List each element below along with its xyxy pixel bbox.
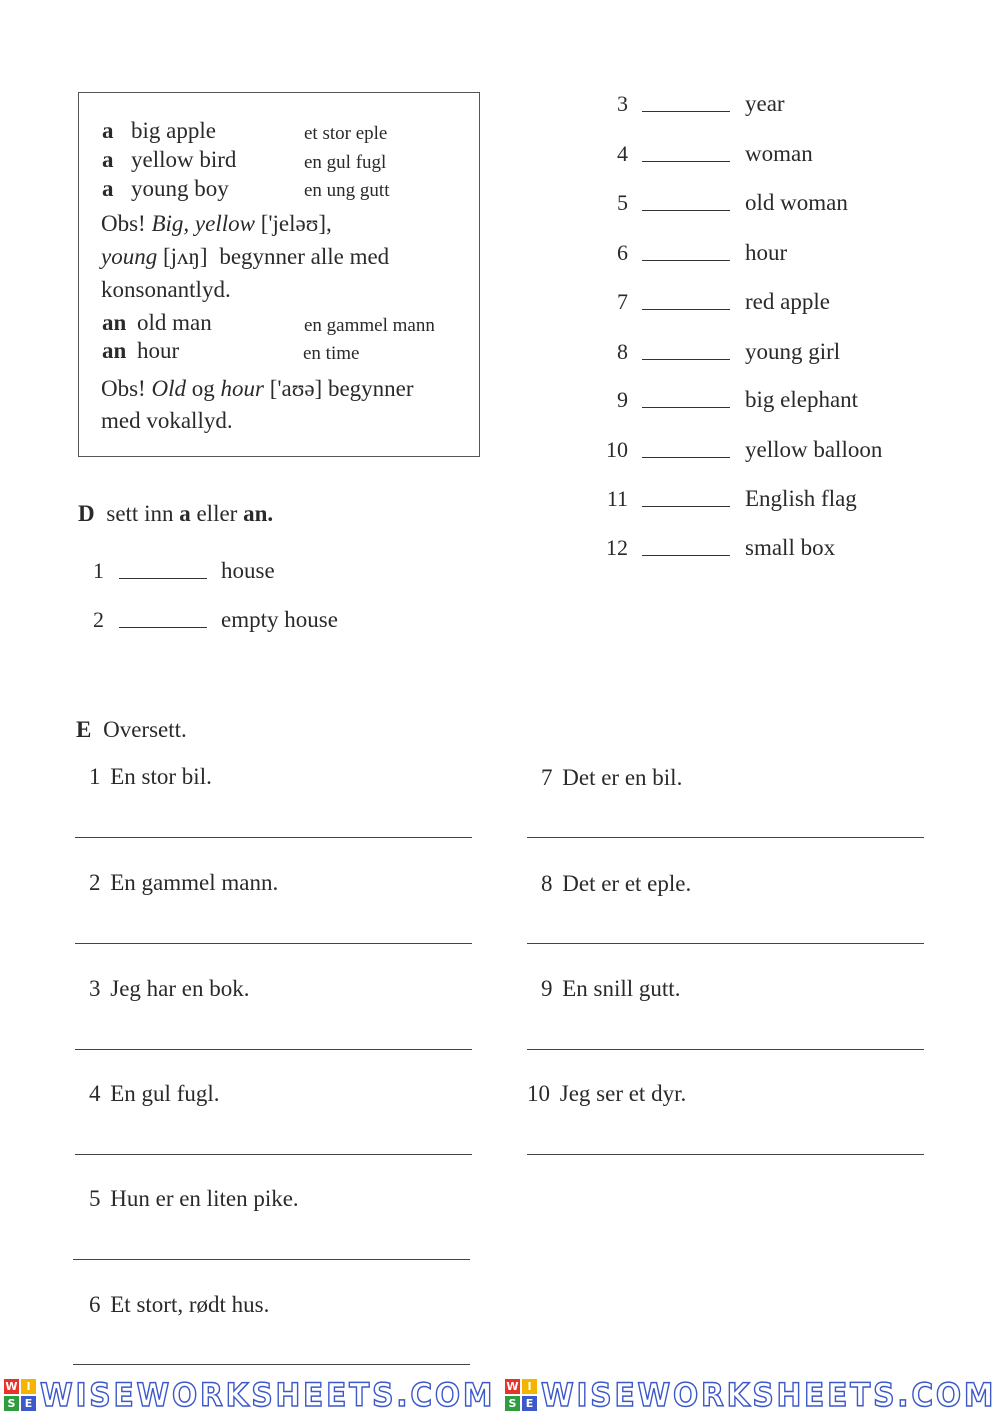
item-word: hour [745, 240, 788, 265]
answer-blank[interactable] [642, 210, 730, 211]
grammar-box [78, 92, 480, 457]
phrase: yellow bird [131, 147, 237, 172]
answer-line[interactable] [75, 1049, 472, 1050]
item-word: empty house [221, 607, 338, 632]
sentence-text: Jeg har en bok. [110, 976, 250, 1001]
item-number: 12 [606, 535, 628, 560]
answer-line[interactable] [73, 1259, 470, 1260]
phrase: old man [137, 310, 212, 335]
answer-blank[interactable] [642, 506, 730, 507]
answer-line[interactable] [75, 943, 472, 944]
item-word: English flag [745, 486, 857, 511]
exercise-letter: D [78, 501, 95, 526]
sentence-text: En stor bil. [110, 764, 212, 789]
sentence-text: En gammel mann. [110, 870, 279, 895]
item-number: 9 [541, 976, 553, 1001]
item-number: 3 [89, 976, 101, 1001]
italic-word: Old [151, 376, 186, 401]
item-number: 6 [89, 1292, 101, 1317]
item-number: 5 [617, 190, 628, 215]
logo-letter: W [5, 1380, 18, 1393]
instruction-text: eller [196, 501, 238, 526]
phrase: young boy [131, 176, 229, 201]
phrase: hour [137, 338, 180, 363]
answer-line[interactable] [527, 837, 924, 838]
logo-letter: S [505, 1396, 520, 1411]
article-an: an [102, 338, 127, 363]
logo-letter: I [21, 1379, 36, 1394]
item-word: young girl [745, 339, 841, 364]
italic-word: young [101, 244, 158, 269]
translation: en ung gutt [304, 180, 390, 201]
answer-blank[interactable] [642, 407, 730, 408]
answer-blank[interactable] [119, 627, 207, 628]
sentence-item [89, 1292, 269, 1318]
answer-line[interactable] [527, 943, 924, 944]
item-word: house [221, 558, 275, 583]
instruction-bold: an. [243, 501, 274, 526]
sentence-text: En gul fugl. [110, 1081, 220, 1106]
sentence-text: En snill gutt. [562, 976, 681, 1001]
item-number: 3 [617, 91, 628, 116]
answer-blank[interactable] [642, 457, 730, 458]
article-an: an [102, 310, 127, 335]
item-word: yellow balloon [745, 437, 883, 462]
exercise-d-heading [78, 501, 273, 527]
note-text: begynner [327, 376, 414, 401]
sentence-item [89, 870, 278, 896]
item-word: small box [745, 535, 836, 560]
obs-note-consonant-line2 [101, 244, 389, 270]
item-number: 8 [541, 871, 553, 896]
answer-blank[interactable] [119, 578, 207, 579]
obs-note-consonant [101, 211, 332, 237]
obs-note-vowel [101, 376, 414, 402]
item-number: 10 [527, 1081, 550, 1106]
item-number: 10 [606, 437, 628, 462]
item-word: woman [745, 141, 813, 166]
italic-words: Big, yellow [151, 211, 255, 236]
answer-blank[interactable] [642, 111, 730, 112]
italic-word: hour [220, 376, 264, 401]
answer-line[interactable] [73, 1364, 470, 1365]
translation: en gul fugl [304, 152, 387, 173]
item-word: big elephant [745, 387, 859, 412]
answer-blank[interactable] [642, 309, 730, 310]
logo-mark [505, 1379, 537, 1411]
item-number: 1 [93, 558, 104, 583]
sentence-item [89, 1081, 220, 1107]
item-word: year [745, 91, 785, 116]
item-word: red apple [745, 289, 830, 314]
answer-blank[interactable] [642, 260, 730, 261]
sentence-text: Det er et eple. [562, 871, 692, 896]
note-text: konsonantlyd. [101, 277, 231, 302]
item-number: 8 [617, 339, 628, 364]
answer-line[interactable] [527, 1154, 924, 1155]
item-number: 6 [617, 240, 628, 265]
obs-label: Obs! [101, 376, 146, 401]
ipa: [jʌŋ] [162, 244, 208, 269]
sentence-item [541, 765, 682, 791]
logo-letter: I [522, 1379, 537, 1394]
footer-watermark [0, 1378, 1000, 1413]
answer-line[interactable] [75, 837, 472, 838]
item-number: 7 [617, 289, 628, 314]
sentence-item [527, 1081, 686, 1107]
answer-blank[interactable] [642, 555, 730, 556]
note-text: med vokallyd. [101, 408, 233, 433]
item-number: 7 [541, 765, 553, 790]
logo-letter: S [4, 1396, 19, 1411]
item-number: 4 [89, 1081, 101, 1106]
item-word: old woman [745, 190, 848, 215]
obs-label: Obs! [101, 211, 146, 236]
item-number: 2 [89, 870, 101, 895]
article-a: a [102, 176, 114, 201]
item-number: 1 [89, 764, 101, 789]
phrase: big apple [131, 118, 216, 143]
sentence-item [89, 764, 212, 790]
item-number: 9 [617, 387, 628, 412]
sentence-text: Det er en bil. [562, 765, 683, 790]
exercise-letter: E [76, 717, 92, 742]
sentence-item [541, 976, 680, 1002]
ipa: ['aʊə] [269, 376, 323, 401]
sentence-item [89, 976, 250, 1002]
item-number: 5 [89, 1186, 101, 1211]
answer-blank[interactable] [642, 359, 730, 360]
logo-letter: E [21, 1396, 36, 1411]
instruction-bold: a [179, 501, 191, 526]
ipa: ['jeləʊ], [260, 211, 332, 236]
item-number: 11 [606, 486, 628, 511]
logo-text: WISEWORKSHEETS.COM [40, 1376, 496, 1414]
instruction-text: Oversett. [103, 717, 187, 742]
answer-line[interactable] [75, 1154, 472, 1155]
article-a: a [102, 147, 114, 172]
instruction-text: sett inn [106, 501, 174, 526]
sentence-item [541, 871, 691, 897]
exercise-e-heading [76, 717, 187, 743]
sentence-text: Et stort, rødt hus. [110, 1292, 270, 1317]
translation: en time [303, 343, 360, 364]
translation: et stor eple [304, 123, 388, 144]
answer-blank[interactable] [642, 161, 730, 162]
logo-letter: W [506, 1380, 519, 1393]
translation: en gammel mann [304, 315, 435, 336]
article-a: a [102, 118, 114, 143]
logo-mark [4, 1379, 36, 1411]
sentence-text: Hun er en liten pike. [110, 1186, 299, 1211]
note-text: og [191, 376, 215, 401]
logo-text: WISEWORKSHEETS.COM [541, 1376, 997, 1414]
logo-letter: E [522, 1396, 537, 1411]
sentence-text: Jeg ser et dyr. [559, 1081, 687, 1106]
note-text: begynner alle med [219, 244, 390, 269]
sentence-item [89, 1186, 299, 1212]
item-number: 4 [617, 141, 628, 166]
answer-line[interactable] [527, 1049, 924, 1050]
item-number: 2 [93, 607, 104, 632]
